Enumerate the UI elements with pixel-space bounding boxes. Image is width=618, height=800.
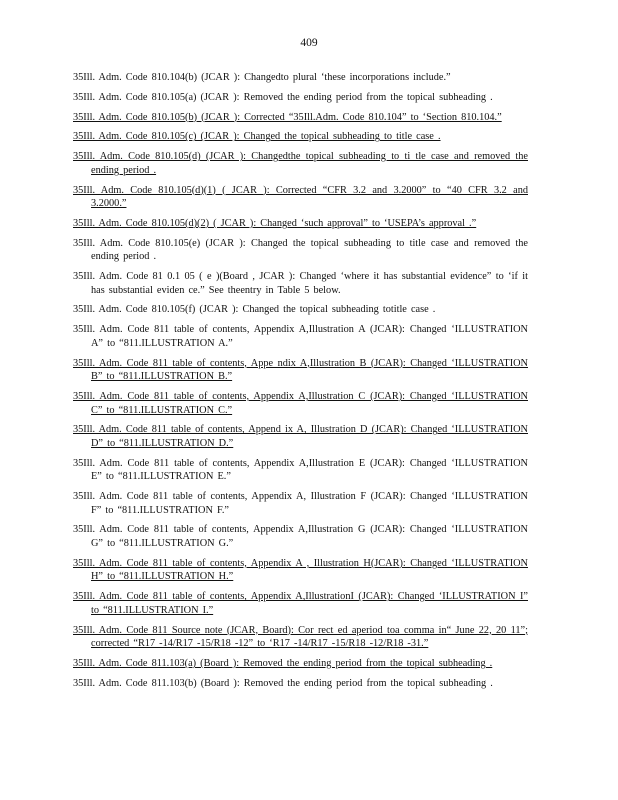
errata-entry: 35Ill. Adm. Code 81 0.1 05 ( e )(Board , JCAR ): Changed ‘where it has substantial evidence” to ‘if it has substantial eviden ce.” See theentry in Table 5 below.	[73, 271, 528, 296]
errata-entry: 35Ill. Adm. Code 811 table of contents, Append ix A, Illustration D (JCAR): Changed ‘ILLUSTRATION D” to “811.ILLUSTRATION D.”	[73, 424, 528, 449]
errata-entry: 35Ill. Adm. Code 810.105(d) (JCAR ): Changedthe topical subheading to ti tle case and removed the ending period .	[73, 151, 528, 176]
errata-entry: 35Ill. Adm. Code 811 table of contents, Appe ndix A,Illustration B (JCAR): Changed ‘ILLUSTRATION B” to “811.ILLUSTRATION B.”	[73, 357, 528, 383]
errata-entry: 35Ill. Adm. Code 811 Source note (JCAR, Board): Cor rect ed aperiod toa comma in“ June 22, 20 11”; corrected “R17 -14/R17 -15/R18 -12” to ‘R17 -14/R17 -15/R18 -12/R18 -31.”	[73, 624, 528, 650]
errata-list	[73, 71, 528, 697]
errata-entry: 35Ill. Adm. Code 811 table of contents, Appendix A, Illustration F (JCAR): Changed ‘ILLUSTRATION F” to “811.ILLUSTRATION F.”	[73, 491, 528, 516]
page-number: 409	[300, 37, 318, 49]
errata-entry: 35Ill. Adm. Code 811.103(a) (Board ): Removed the ending period from the topical subheading .	[73, 657, 493, 669]
errata-entry: 35Ill. Adm. Code 811 table of contents, Appendix A,Illustration C (JCAR): Changed ‘ILLUSTRATION C” to “811.ILLUSTRATION C.”	[73, 390, 528, 416]
errata-entry: 35Ill. Adm. Code 810.105(a) (JCAR ): Removed the ending period from the topical subheading .	[73, 91, 493, 103]
errata-entry: 35Ill. Adm. Code 811.103(b) (Board ): Removed the ending period from the topical subheading .	[73, 677, 493, 689]
errata-entry: 35Ill. Adm. Code 810.104(b) (JCAR ): Changedto plural ‘these incorporations include.”	[73, 72, 451, 83]
errata-entry: 35Ill. Adm. Code 810.105(c) (JCAR ): Changed the topical subheading to title case .	[73, 131, 441, 143]
errata-entry: 35Ill. Adm. Code 810.105(e) (JCAR ): Changed the topical subheading to title case and removed the ending period .	[73, 237, 528, 263]
errata-entry: 35Ill. Adm. Code 810.105(d)(2) ( JCAR ): Changed ‘such approval” to ‘USEPA’s approval .”	[73, 217, 477, 229]
errata-entry: 35Ill. Adm. Code 811 table of contents, Appendix A , Illustration H(JCAR): Changed ‘ILLUSTRATION H” to “811.ILLUSTRATION H.”	[73, 557, 528, 583]
errata-entry: 35Ill. Adm. Code 810.105(b) (JCAR ): Corrected “35Ill.Adm. Code 810.104” to ‘Section 810.104.”	[73, 111, 502, 123]
errata-entry: 35Ill. Adm. Code 811 table of contents, Appendix A,Illustration G (JCAR): Changed ‘ILLUSTRATION G” to “811.ILLUSTRATION G.”	[73, 524, 528, 550]
errata-entry: 35Ill. Adm. Code 810.105(d)(1) ( JCAR ): Corrected “CFR 3.2 and 3.2000” to “40 CFR 3.2 and 3.2000.”	[73, 184, 528, 210]
errata-entry: 35Ill. Adm. Code 811 table of contents, Appendix A,IllustrationI (JCAR): Changed ‘ILLUSTRATION I” to “811.ILLUSTRATION I.”	[73, 591, 528, 616]
errata-entry: 35Ill. Adm. Code 811 table of contents, Appendix A,Illustration E (JCAR): Changed ‘ILLUSTRATION E” to “811.ILLUSTRATION E.”	[73, 457, 528, 483]
errata-entry: 35Ill. Adm. Code 810.105(f) (JCAR ): Changed the topical subheading totitle case .	[73, 304, 436, 316]
errata-entry: 35Ill. Adm. Code 811 table of contents, Appendix A,Illustration A (JCAR): Changed ‘ILLUSTRATION A” to “811.ILLUSTRATION A.”	[73, 324, 528, 349]
